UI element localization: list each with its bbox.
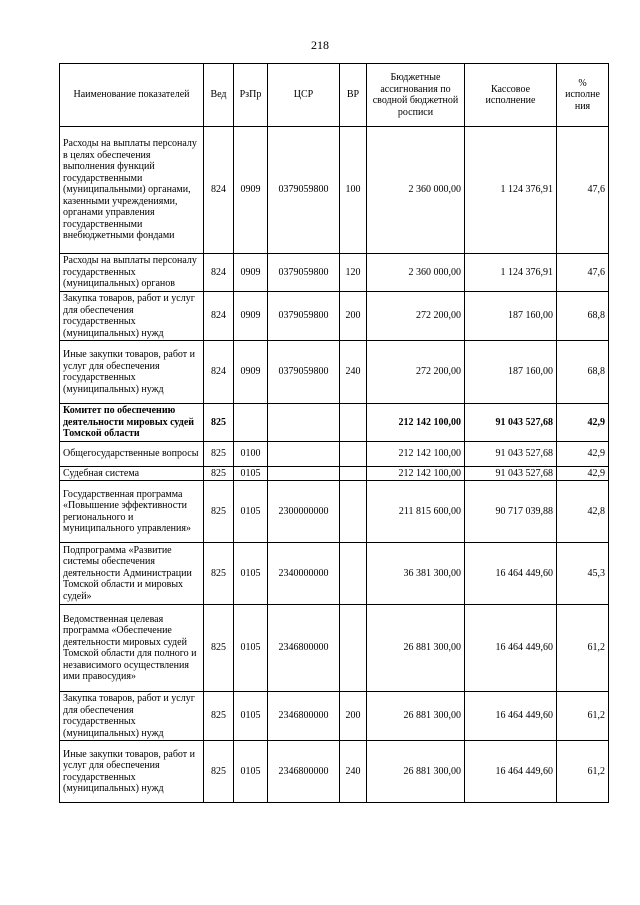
cell-csr: 0379059800 <box>268 341 340 404</box>
cell-ved: 825 <box>204 441 234 466</box>
cell-name: Ведомственная целевая программа «Обеспечение деятельности мировых судей Томской области для полного и независимого осуществления ими правосудия» <box>60 605 204 692</box>
table-row <box>60 741 609 803</box>
cell-name: Расходы на выплаты персоналу государственных (муниципальных) органов <box>60 254 204 292</box>
table-row <box>60 292 609 341</box>
cell-vr <box>340 543 367 605</box>
cell-pct: 47,6 <box>557 127 609 254</box>
header-csr: ЦСР <box>268 64 340 127</box>
cell-cash: 91 043 527,68 <box>465 466 557 481</box>
cell-name: Закупка товаров, работ и услуг для обеспечения государственных (муниципальных) нужд <box>60 292 204 341</box>
cell-csr: 2300000000 <box>268 481 340 543</box>
cell-name: Судебная система <box>60 466 204 481</box>
cell-rzpr: 0100 <box>234 441 268 466</box>
cell-pct: 68,8 <box>557 341 609 404</box>
cell-cash: 91 043 527,68 <box>465 441 557 466</box>
cell-name: Подпрограмма «Развитие системы обеспечения деятельности Администрации Томской области и мировых судей» <box>60 543 204 605</box>
cell-rzpr: 0105 <box>234 481 268 543</box>
cell-name: Иные закупки товаров, работ и услуг для обеспечения государственных (муниципальных) нужд <box>60 341 204 404</box>
cell-vr <box>340 466 367 481</box>
cell-assign: 26 881 300,00 <box>367 741 465 803</box>
table-row <box>60 605 609 692</box>
table-row <box>60 692 609 741</box>
cell-assign: 272 200,00 <box>367 341 465 404</box>
cell-csr <box>268 466 340 481</box>
cell-assign: 211 815 600,00 <box>367 481 465 543</box>
cell-ved: 825 <box>204 605 234 692</box>
cell-cash: 91 043 527,68 <box>465 404 557 442</box>
cell-ved: 825 <box>204 466 234 481</box>
header-rzpr: РзПр <box>234 64 268 127</box>
cell-pct: 45,3 <box>557 543 609 605</box>
cell-csr <box>268 441 340 466</box>
cell-rzpr: 0105 <box>234 741 268 803</box>
cell-name: Государственная программа «Повышение эффективности регионального и муниципального управления» <box>60 481 204 543</box>
cell-pct: 47,6 <box>557 254 609 292</box>
cell-vr <box>340 605 367 692</box>
cell-pct: 42,8 <box>557 481 609 543</box>
cell-csr: 2340000000 <box>268 543 340 605</box>
cell-csr: 0379059800 <box>268 292 340 341</box>
cell-assign: 2 360 000,00 <box>367 254 465 292</box>
cell-vr: 100 <box>340 127 367 254</box>
cell-name: Комитет по обеспечению деятельности мировых судей Томской области <box>60 404 204 442</box>
budget-table <box>59 63 609 803</box>
cell-vr: 240 <box>340 741 367 803</box>
table-row <box>60 404 609 442</box>
cell-assign: 36 381 300,00 <box>367 543 465 605</box>
cell-pct: 42,9 <box>557 466 609 481</box>
header-ved: Вед <box>204 64 234 127</box>
cell-csr <box>268 404 340 442</box>
header-assignments: Бюджетные ассигнования по сводной бюджетной росписи <box>367 64 465 127</box>
cell-ved: 825 <box>204 404 234 442</box>
cell-pct: 61,2 <box>557 692 609 741</box>
cell-assign: 212 142 100,00 <box>367 404 465 442</box>
cell-rzpr: 0105 <box>234 692 268 741</box>
cell-rzpr: 0105 <box>234 466 268 481</box>
header-vr: ВР <box>340 64 367 127</box>
cell-vr: 120 <box>340 254 367 292</box>
cell-rzpr: 0909 <box>234 127 268 254</box>
table-row <box>60 543 609 605</box>
table-row <box>60 481 609 543</box>
cell-ved: 825 <box>204 481 234 543</box>
cell-pct: 42,9 <box>557 441 609 466</box>
cell-pct: 42,9 <box>557 404 609 442</box>
cell-vr <box>340 481 367 543</box>
cell-rzpr: 0105 <box>234 605 268 692</box>
cell-ved: 824 <box>204 341 234 404</box>
cell-cash: 16 464 449,60 <box>465 741 557 803</box>
cell-pct: 61,2 <box>557 605 609 692</box>
table-row <box>60 441 609 466</box>
cell-rzpr: 0909 <box>234 254 268 292</box>
cell-assign: 2 360 000,00 <box>367 127 465 254</box>
cell-csr: 2346800000 <box>268 692 340 741</box>
cell-vr: 200 <box>340 292 367 341</box>
cell-cash: 1 124 376,91 <box>465 127 557 254</box>
cell-cash: 16 464 449,60 <box>465 692 557 741</box>
cell-ved: 825 <box>204 543 234 605</box>
cell-cash: 16 464 449,60 <box>465 543 557 605</box>
table-row <box>60 254 609 292</box>
cell-cash: 16 464 449,60 <box>465 605 557 692</box>
cell-vr: 200 <box>340 692 367 741</box>
cell-vr <box>340 441 367 466</box>
cell-cash: 187 160,00 <box>465 292 557 341</box>
cell-assign: 272 200,00 <box>367 292 465 341</box>
cell-ved: 824 <box>204 292 234 341</box>
table-row <box>60 127 609 254</box>
cell-assign: 26 881 300,00 <box>367 605 465 692</box>
cell-ved: 824 <box>204 254 234 292</box>
cell-assign: 26 881 300,00 <box>367 692 465 741</box>
table-row <box>60 341 609 404</box>
cell-pct: 61,2 <box>557 741 609 803</box>
cell-name: Закупка товаров, работ и услуг для обеспечения государственных (муниципальных) нужд <box>60 692 204 741</box>
cell-vr: 240 <box>340 341 367 404</box>
cell-rzpr: 0909 <box>234 341 268 404</box>
cell-cash: 1 124 376,91 <box>465 254 557 292</box>
cell-pct: 68,8 <box>557 292 609 341</box>
cell-rzpr <box>234 404 268 442</box>
table-row <box>60 466 609 481</box>
cell-name: Расходы на выплаты персоналу в целях обеспечения выполнения функций государственными (муниципальными) органами, казенными учреждениями, органами управления государственными внебюджетными фондами <box>60 127 204 254</box>
cell-assign: 212 142 100,00 <box>367 441 465 466</box>
cell-vr <box>340 404 367 442</box>
cell-cash: 187 160,00 <box>465 341 557 404</box>
cell-csr: 0379059800 <box>268 127 340 254</box>
page-number: 218 <box>311 38 329 52</box>
cell-csr: 2346800000 <box>268 605 340 692</box>
header-percent: % исполне ния <box>557 64 609 127</box>
cell-assign: 212 142 100,00 <box>367 466 465 481</box>
cell-ved: 824 <box>204 127 234 254</box>
header-name: Наименование показателей <box>60 64 204 127</box>
header-cash-execution: Кассовое исполнение <box>465 64 557 127</box>
cell-csr: 0379059800 <box>268 254 340 292</box>
cell-rzpr: 0105 <box>234 543 268 605</box>
cell-name: Общегосударственные вопросы <box>60 441 204 466</box>
cell-rzpr: 0909 <box>234 292 268 341</box>
cell-name: Иные закупки товаров, работ и услуг для обеспечения государственных (муниципальных) нужд <box>60 741 204 803</box>
cell-cash: 90 717 039,88 <box>465 481 557 543</box>
cell-csr: 2346800000 <box>268 741 340 803</box>
cell-ved: 825 <box>204 741 234 803</box>
table-header-row <box>60 64 609 127</box>
cell-ved: 825 <box>204 692 234 741</box>
